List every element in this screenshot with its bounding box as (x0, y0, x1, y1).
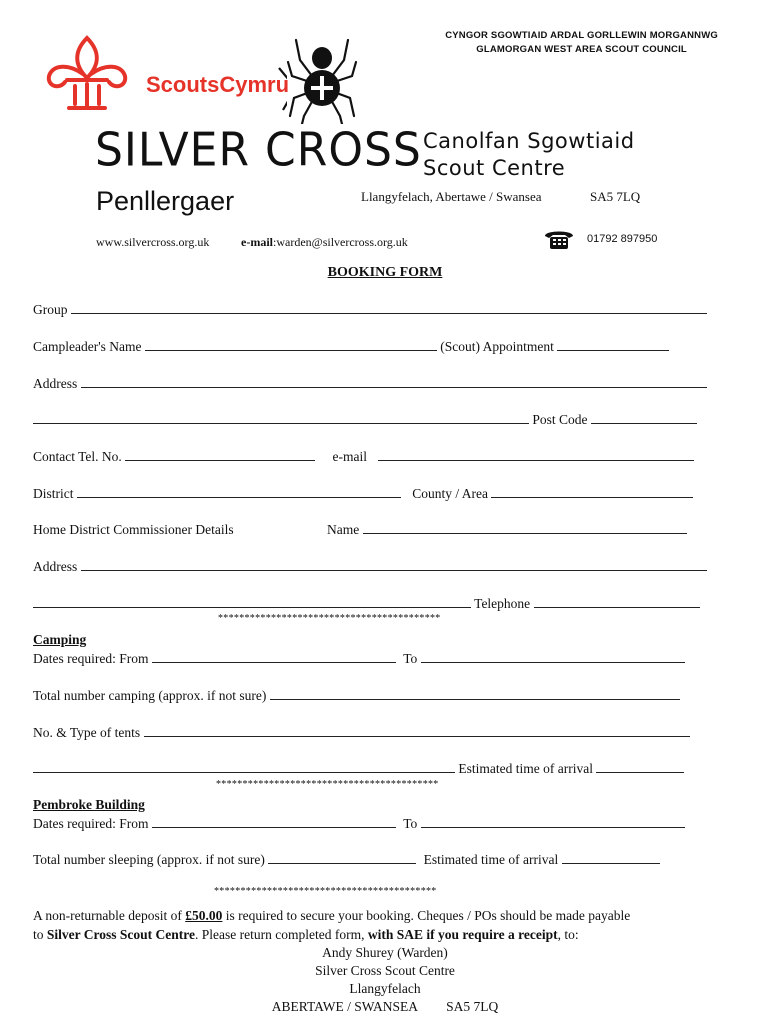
pembroke-from-field[interactable] (152, 815, 396, 828)
address-row (33, 375, 707, 392)
sae-text: with SAE if you require a receipt (367, 927, 558, 942)
separator-stars-3: ****************************************** (214, 886, 437, 897)
hdc-address-field[interactable] (81, 558, 707, 571)
pembroke-to-field[interactable] (421, 815, 685, 828)
district-row (33, 485, 693, 502)
camping-to-label: To (403, 651, 418, 666)
camping-heading: Camping (33, 632, 87, 647)
pembroke-arrival-field[interactable] (562, 851, 660, 864)
centre-title (423, 128, 635, 182)
centre-title-welsh: Canolfan Sgowtiaid (423, 129, 635, 153)
centre-address: Llangyfelach, Abertawe / Swansea (361, 189, 542, 204)
contact-row (33, 448, 694, 465)
email-label: e-mail (241, 235, 273, 249)
hdc-telephone-label: Telephone (474, 596, 531, 611)
deposit-to: to (33, 927, 47, 942)
return-postcode: SA5 7LQ (446, 999, 499, 1014)
pembroke-arrival-label: Estimated time of arrival (423, 852, 559, 867)
pembroke-to-label: To (403, 816, 418, 831)
warden-name: Andy Shurey (Warden) (322, 945, 448, 960)
pembroke-heading: Pembroke Building (33, 797, 145, 812)
contact-email-field[interactable] (378, 448, 694, 461)
campleader-field[interactable] (145, 338, 437, 351)
tents-label: No. & Type of tents (33, 725, 141, 740)
pembroke-total-field[interactable] (268, 851, 416, 864)
centre-name: SILVER CROSS (95, 123, 422, 178)
deposit-amount: £50.00 (185, 908, 223, 923)
hdc-row (33, 521, 687, 538)
district-label: District (33, 486, 74, 501)
telephone-number: 01792 897950 (587, 233, 658, 245)
centre-postcode: SA5 7LQ (590, 189, 641, 204)
return-address (0, 944, 770, 1016)
location-name: Penllergaer (96, 186, 235, 216)
postcode-label: Post Code (532, 412, 588, 427)
hdc-telephone-row (33, 595, 700, 612)
separator-stars-2: ****************************************** (216, 779, 439, 790)
appointment-field[interactable] (557, 338, 669, 351)
address-postcode-row (33, 411, 697, 428)
address-label: Address (33, 376, 78, 391)
camping-to-field[interactable] (421, 650, 685, 663)
camping-extra-field[interactable] (33, 760, 455, 773)
pembroke-dates-row (33, 815, 685, 832)
camping-total-label: Total number camping (approx. if not sure) (33, 688, 267, 703)
contact-tel-label: Contact Tel. No. (33, 449, 122, 464)
camping-from-field[interactable] (152, 650, 396, 663)
council-welsh: CYNGOR SGOWTIAID ARDAL GORLLEWIN MORGANNWG (445, 30, 718, 41)
campleader-row (33, 338, 669, 355)
to-colon: , to: (557, 927, 579, 942)
group-label: Group (33, 302, 68, 317)
county-field[interactable] (491, 485, 693, 498)
pembroke-dates-label: Dates required: From (33, 816, 149, 831)
scouts-cymru-logo (39, 34, 290, 118)
pembroke-total-row (33, 851, 660, 868)
tents-field[interactable] (144, 724, 690, 737)
hdc-label: Home District Commissioner Details (33, 522, 234, 537)
website-link[interactable]: www.silvercross.org.uk (96, 235, 210, 249)
payee-name: Silver Cross Scout Centre (46, 927, 196, 942)
telephone-icon (543, 228, 575, 250)
postcode-field[interactable] (591, 411, 697, 424)
camping-arrival-field[interactable] (596, 760, 684, 773)
hdc-address-line2-field[interactable] (33, 595, 471, 608)
appointment-label: (Scout) Appointment (440, 339, 554, 354)
campleader-label: Campleader's Name (33, 339, 142, 354)
return-city: ABERTAWE / SWANSEA (271, 999, 419, 1014)
hdc-address-row (33, 558, 707, 575)
hdc-address-label: Address (33, 559, 78, 574)
group-row (33, 301, 707, 318)
address-line2-field[interactable] (33, 411, 529, 424)
group-field[interactable] (71, 301, 707, 314)
hdc-telephone-field[interactable] (534, 595, 700, 608)
return-text: . Please return completed form, (195, 927, 368, 942)
camping-arrival-row (33, 760, 684, 777)
hdc-name-field[interactable] (363, 521, 687, 534)
camping-dates-label: Dates required: From (33, 651, 149, 666)
email-contact[interactable] (241, 235, 408, 250)
county-label: County / Area (412, 486, 488, 501)
hdc-name-label: Name (326, 522, 360, 537)
form-title: BOOKING FORM (327, 265, 443, 280)
tents-row (33, 724, 690, 741)
council-heading (445, 29, 718, 57)
separator-stars-1: ****************************************** (218, 613, 441, 624)
scouts-cymru-wordmark: ScoutsCymru (146, 72, 290, 97)
spider-cross-icon (286, 36, 358, 124)
council-english: GLAMORGAN WEST AREA SCOUT COUNCIL (476, 44, 687, 55)
contact-tel-field[interactable] (125, 448, 315, 461)
camping-total-row (33, 687, 680, 704)
address-field[interactable] (81, 375, 707, 388)
deposit-notice (33, 906, 733, 944)
camping-total-field[interactable] (270, 687, 680, 700)
return-address-line3 (0, 998, 770, 1016)
pembroke-total-label: Total number sleeping (approx. if not sure) (33, 852, 265, 867)
contact-email-label: e-mail (332, 449, 368, 464)
deposit-text-2: is required to secure your booking. Cheques / POs should be made payable (222, 908, 631, 923)
return-address-line2: Llangyfelach (349, 981, 421, 996)
email-address: :warden@silvercross.org.uk (273, 235, 408, 249)
return-address-line1: Silver Cross Scout Centre (315, 963, 455, 978)
district-field[interactable] (77, 485, 401, 498)
deposit-text-1: A non-returnable deposit of (33, 908, 186, 923)
centre-title-english: Scout Centre (423, 156, 566, 180)
camping-arrival-label: Estimated time of arrival (458, 761, 593, 776)
camping-dates-row (33, 650, 685, 667)
